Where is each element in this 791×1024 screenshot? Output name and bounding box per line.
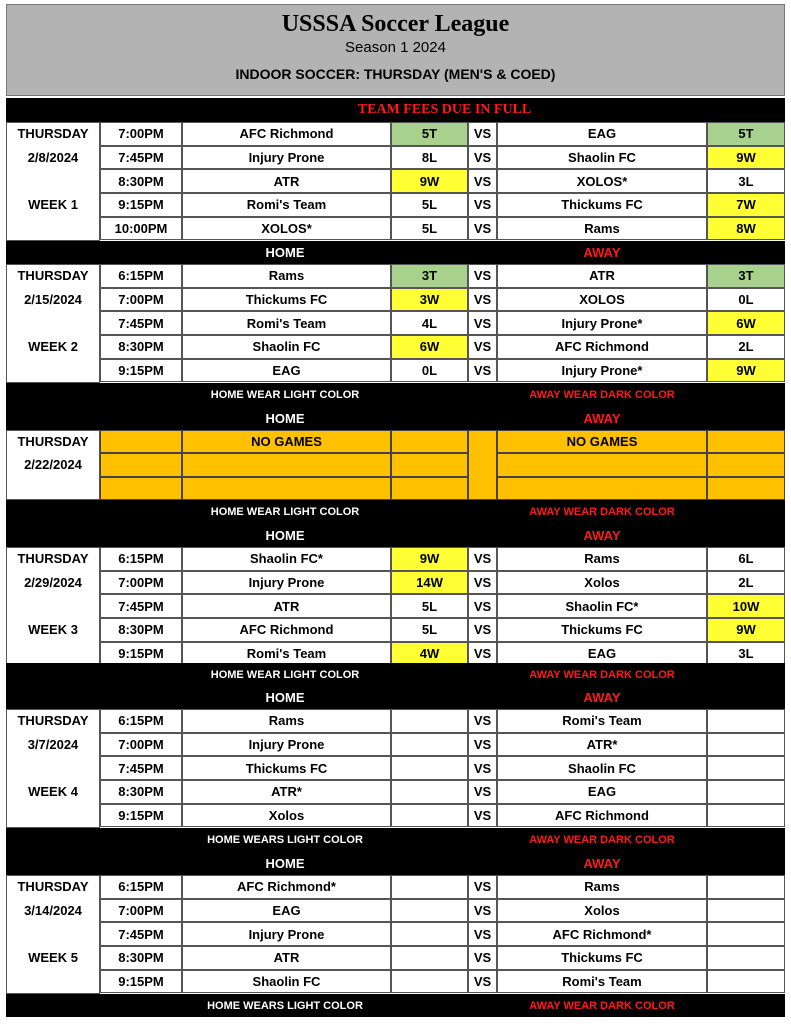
vs-label: VS xyxy=(468,946,497,970)
away-wear-note: AWAY WEAR DARK COLOR xyxy=(529,833,675,846)
game-time: 6:15PM xyxy=(100,264,182,288)
away-team: XOLOS* xyxy=(497,169,707,193)
home-score xyxy=(391,733,468,757)
home-team: EAG xyxy=(182,359,391,383)
away-team: EAG xyxy=(497,642,707,666)
away-label: AWAY xyxy=(583,245,621,260)
game-time: 9:15PM xyxy=(100,193,182,217)
home-team: Thickums FC xyxy=(182,288,391,312)
vs-label: VS xyxy=(468,970,497,994)
home-score xyxy=(391,875,468,899)
vs-label: VS xyxy=(468,264,497,288)
home-score: 5L xyxy=(391,193,468,217)
vs-label: VS xyxy=(468,618,497,642)
away-score: 6L xyxy=(707,547,785,571)
away-team: Romi's Team xyxy=(497,709,707,733)
away-score xyxy=(707,922,785,946)
away-score: 6W xyxy=(707,311,785,335)
game-day-label: THURSDAY xyxy=(17,434,89,449)
away-team: Shaolin FC* xyxy=(497,594,707,618)
week-number-label: WEEK 4 xyxy=(28,784,78,800)
home-score xyxy=(391,804,468,828)
away-team: Xolos xyxy=(497,899,707,923)
home-score: 4L xyxy=(391,311,468,335)
away-score: 2L xyxy=(707,571,785,595)
no-games-cell xyxy=(707,477,785,500)
home-team: Shaolin FC xyxy=(182,335,391,359)
home-team: Injury Prone xyxy=(182,733,391,757)
home-score: 3W xyxy=(391,288,468,312)
home-score: 9W xyxy=(391,169,468,193)
away-score xyxy=(707,946,785,970)
away-team: Xolos xyxy=(497,571,707,595)
game-day-label: THURSDAY xyxy=(17,879,89,895)
game-date-label: 3/14/2024 xyxy=(24,903,82,919)
home-team: Romi's Team xyxy=(182,642,391,666)
no-games-cell xyxy=(391,453,468,476)
game-time: 7:45PM xyxy=(100,594,182,618)
home-score: 8L xyxy=(391,146,468,170)
game-time: 9:15PM xyxy=(100,970,182,994)
game-time: 9:15PM xyxy=(100,359,182,383)
home-wear-note: HOME WEAR LIGHT COLOR xyxy=(210,388,360,401)
home-score xyxy=(391,899,468,923)
home-score xyxy=(391,780,468,804)
away-label: AWAY xyxy=(583,690,621,705)
home-team: ATR xyxy=(182,946,391,970)
home-score: 6W xyxy=(391,335,468,359)
vs-label: VS xyxy=(468,217,497,241)
no-games-cell xyxy=(100,453,182,476)
away-team: AFC Richmond xyxy=(497,804,707,828)
home-score: 14W xyxy=(391,571,468,595)
away-team: Injury Prone* xyxy=(497,311,707,335)
home-label: HOME xyxy=(265,527,305,543)
home-team: Xolos xyxy=(182,804,391,828)
vs-label: VS xyxy=(468,642,497,666)
home-team: AFC Richmond xyxy=(182,122,391,146)
away-score: 10W xyxy=(707,594,785,618)
away-team: XOLOS xyxy=(497,288,707,312)
away-team: Injury Prone* xyxy=(497,359,707,383)
game-date-label: 2/29/2024 xyxy=(24,575,82,591)
vs-label: VS xyxy=(468,922,497,946)
game-day-label: THURSDAY xyxy=(17,268,89,284)
away-team: Shaolin FC xyxy=(497,756,707,780)
away-wear-note: AWAY WEAR DARK COLOR xyxy=(529,668,675,681)
game-time: 8:30PM xyxy=(100,618,182,642)
game-day-label: THURSDAY xyxy=(17,551,89,567)
game-time: 7:00PM xyxy=(100,899,182,923)
home-score: 5L xyxy=(391,594,468,618)
game-date-label: 2/8/2024 xyxy=(27,150,79,166)
away-score: 3L xyxy=(707,169,785,193)
no-games-cell xyxy=(182,453,391,476)
away-team: AFC Richmond xyxy=(497,335,707,359)
no-games-cell xyxy=(497,453,707,476)
away-score xyxy=(707,970,785,994)
game-time: 8:30PM xyxy=(100,946,182,970)
vs-label: VS xyxy=(468,146,497,170)
away-team: EAG xyxy=(497,780,707,804)
no-games-cell xyxy=(100,430,182,453)
league-subtitle: INDOOR SOCCER: THURSDAY (MEN'S & COED) xyxy=(235,66,556,82)
game-time: 7:45PM xyxy=(100,146,182,170)
home-label: HOME xyxy=(265,410,305,426)
away-score: 8W xyxy=(707,217,785,241)
away-score: 9W xyxy=(707,618,785,642)
no-games-cell xyxy=(707,430,785,453)
away-team: Thickums FC xyxy=(497,618,707,642)
vs-label: VS xyxy=(468,899,497,923)
away-team: ATR* xyxy=(497,733,707,757)
away-wear-note: AWAY WEAR DARK COLOR xyxy=(529,505,675,518)
game-time: 9:15PM xyxy=(100,804,182,828)
home-team: Injury Prone xyxy=(182,922,391,946)
no-games-cell xyxy=(391,430,468,453)
away-label: AWAY xyxy=(583,855,621,871)
no-games-cell xyxy=(100,477,182,500)
home-wear-note: HOME WEAR LIGHT COLOR xyxy=(210,505,360,518)
home-wear-note: HOME WEAR LIGHT COLOR xyxy=(210,668,360,681)
vs-label: VS xyxy=(468,756,497,780)
home-score xyxy=(391,756,468,780)
home-team: EAG xyxy=(182,899,391,923)
away-score xyxy=(707,875,785,899)
home-score: 5T xyxy=(391,122,468,146)
home-label: HOME xyxy=(265,855,305,871)
home-team: Rams xyxy=(182,709,391,733)
home-wear-note: HOME WEARS LIGHT COLOR xyxy=(207,999,363,1012)
home-team: ATR xyxy=(182,594,391,618)
vs-label: VS xyxy=(468,169,497,193)
vs-label: VS xyxy=(468,311,497,335)
away-score: 9W xyxy=(707,146,785,170)
away-team: Rams xyxy=(497,875,707,899)
no-games-away-label: NO GAMES xyxy=(497,430,707,453)
home-team: Injury Prone xyxy=(182,571,391,595)
away-score: 9W xyxy=(707,359,785,383)
week-number-label: WEEK 5 xyxy=(28,950,78,966)
away-wear-note: AWAY WEAR DARK COLOR xyxy=(529,999,675,1012)
home-score: 9W xyxy=(391,547,468,571)
game-day-label: THURSDAY xyxy=(17,126,89,142)
away-team: Romi's Team xyxy=(497,970,707,994)
home-score xyxy=(391,922,468,946)
vs-label: VS xyxy=(468,288,497,312)
vs-label: VS xyxy=(468,875,497,899)
vs-label: VS xyxy=(468,547,497,571)
vs-label: VS xyxy=(468,780,497,804)
game-time: 7:45PM xyxy=(100,756,182,780)
home-label: HOME xyxy=(265,245,305,260)
away-score xyxy=(707,756,785,780)
game-time: 8:30PM xyxy=(100,169,182,193)
vs-label: VS xyxy=(468,709,497,733)
game-time: 7:45PM xyxy=(100,311,182,335)
home-score: 5L xyxy=(391,618,468,642)
no-games-cell xyxy=(182,477,391,500)
away-score: 3L xyxy=(707,642,785,666)
game-time: 8:30PM xyxy=(100,780,182,804)
away-score xyxy=(707,733,785,757)
game-time: 10:00PM xyxy=(100,217,182,241)
away-team: Thickums FC xyxy=(497,193,707,217)
away-score: 5T xyxy=(707,122,785,146)
game-date-label: 3/7/2024 xyxy=(27,737,79,753)
home-score xyxy=(391,946,468,970)
vs-label: VS xyxy=(468,804,497,828)
game-time: 9:15PM xyxy=(100,642,182,666)
away-wear-note: AWAY WEAR DARK COLOR xyxy=(529,388,675,401)
away-score: 2L xyxy=(707,335,785,359)
vs-label: VS xyxy=(468,733,497,757)
home-team: Romi's Team xyxy=(182,193,391,217)
home-team: Shaolin FC xyxy=(182,970,391,994)
away-team: ATR xyxy=(497,264,707,288)
away-label: AWAY xyxy=(583,410,621,426)
away-team: Thickums FC xyxy=(497,946,707,970)
game-time: 7:00PM xyxy=(100,571,182,595)
no-games-vs-cell xyxy=(468,430,497,500)
game-time: 7:00PM xyxy=(100,733,182,757)
league-title: USSSA Soccer League xyxy=(281,11,510,37)
vs-label: VS xyxy=(468,193,497,217)
home-team: Thickums FC xyxy=(182,756,391,780)
game-time: 8:30PM xyxy=(100,335,182,359)
no-games-home-label: NO GAMES xyxy=(182,430,391,453)
home-score: 5L xyxy=(391,217,468,241)
home-score: 4W xyxy=(391,642,468,666)
game-time: 7:00PM xyxy=(100,288,182,312)
week-number-label: WEEK 2 xyxy=(28,339,78,355)
game-time: 7:45PM xyxy=(100,922,182,946)
home-score xyxy=(391,970,468,994)
vs-label: VS xyxy=(468,335,497,359)
home-team: Shaolin FC* xyxy=(182,547,391,571)
away-score: 7W xyxy=(707,193,785,217)
home-team: ATR xyxy=(182,169,391,193)
game-time: 6:15PM xyxy=(100,709,182,733)
no-games-cell xyxy=(707,453,785,476)
game-day-label: THURSDAY xyxy=(17,713,89,729)
game-date-label: 2/15/2024 xyxy=(24,292,82,308)
away-score xyxy=(707,780,785,804)
game-time: 6:15PM xyxy=(100,547,182,571)
no-games-cell xyxy=(497,477,707,500)
vs-label: VS xyxy=(468,594,497,618)
home-team: AFC Richmond* xyxy=(182,875,391,899)
away-score xyxy=(707,899,785,923)
home-score xyxy=(391,709,468,733)
game-date-label: 2/22/2024 xyxy=(24,457,82,472)
home-team: Injury Prone xyxy=(182,146,391,170)
away-team: Shaolin FC xyxy=(497,146,707,170)
vs-label: VS xyxy=(468,571,497,595)
away-label: AWAY xyxy=(583,527,621,543)
home-wear-note: HOME WEARS LIGHT COLOR xyxy=(207,833,363,846)
game-time: 7:00PM xyxy=(100,122,182,146)
home-team: Romi's Team xyxy=(182,311,391,335)
away-team: EAG xyxy=(497,122,707,146)
away-score: 3T xyxy=(707,264,785,288)
away-team: Rams xyxy=(497,217,707,241)
home-label: HOME xyxy=(265,690,305,705)
game-time: 6:15PM xyxy=(100,875,182,899)
home-score: 0L xyxy=(391,359,468,383)
no-games-cell xyxy=(391,477,468,500)
home-team: AFC Richmond xyxy=(182,618,391,642)
home-score: 3T xyxy=(391,264,468,288)
fees-due-banner: TEAM FEES DUE IN FULL xyxy=(357,102,532,117)
week-number-label: WEEK 3 xyxy=(28,622,78,638)
away-score xyxy=(707,709,785,733)
week-number-label: WEEK 1 xyxy=(28,197,78,213)
away-team: Rams xyxy=(497,547,707,571)
home-team: ATR* xyxy=(182,780,391,804)
away-team: AFC Richmond* xyxy=(497,922,707,946)
vs-label: VS xyxy=(468,359,497,383)
home-team: XOLOS* xyxy=(182,217,391,241)
away-score: 0L xyxy=(707,288,785,312)
away-score xyxy=(707,804,785,828)
home-team: Rams xyxy=(182,264,391,288)
vs-label: VS xyxy=(468,122,497,146)
season-label: Season 1 2024 xyxy=(345,39,446,56)
